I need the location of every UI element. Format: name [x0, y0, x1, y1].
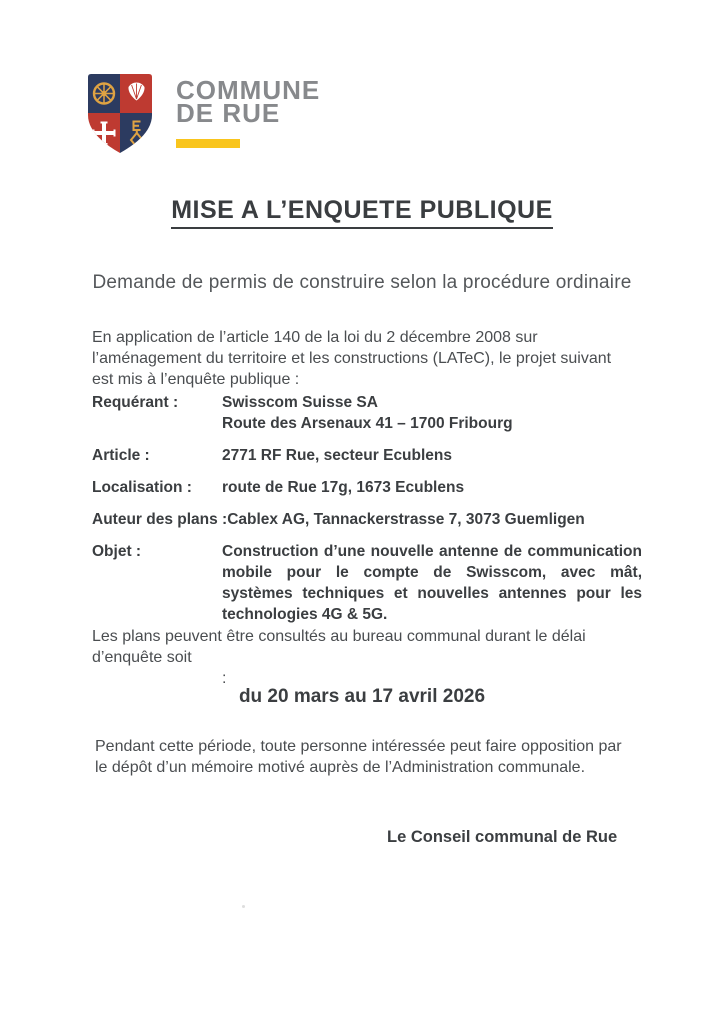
detail-label: Article :: [92, 447, 150, 464]
enquiry-period: du 20 mars au 17 avril 2026: [238, 686, 486, 707]
detail-value: [222, 541, 642, 625]
intro-paragraph: En application de l’article 140 de la loi du 2 décembre 2008 sur l’aménagement du territoire et les constructions (LATeC), le projet suivant est mis à l’enquête publique :: [92, 329, 612, 388]
accent-bar: [176, 139, 240, 148]
detail-label: Localisation :: [92, 479, 192, 496]
detail-row-localisation: [92, 477, 642, 498]
detail-value-line: route de Rue 17g, 1673 Ecublens: [222, 479, 465, 496]
detail-value-line: 2771 RF Rue, secteur Ecublens: [222, 447, 453, 464]
detail-label: Requérant :: [92, 394, 179, 411]
detail-value-line: Cablex AG, Tannackerstrasse 7, 3073 Guemligen: [227, 511, 585, 528]
consultation-paragraph: [92, 626, 652, 689]
detail-value: [222, 477, 642, 498]
detail-value-line: Route des Arsenaux 41 – 1700 Fribourg: [222, 415, 513, 432]
detail-value: [222, 392, 642, 434]
detail-value-line: Swisscom Suisse SA: [222, 394, 378, 411]
detail-label: Auteur des plans :: [92, 511, 228, 528]
detail-value: [227, 509, 642, 530]
opposition-paragraph: Pendant cette période, toute personne intéressée peut faire opposition par le dépôt d’un mémoire motivé auprès de l’Administration communale.: [95, 738, 622, 776]
detail-value: [222, 445, 642, 466]
consultation-colon: :: [222, 670, 227, 687]
commune-wordmark: [176, 73, 320, 154]
page-title-text: MISE A L’ENQUETE PUBLIQUE: [171, 196, 553, 229]
wordmark-line-1: COMMUNE: [176, 75, 321, 105]
coat-of-arms-shield-icon: [87, 73, 153, 154]
detail-row-objet: [92, 541, 642, 625]
subtitle: Demande de permis de construire selon la procédure ordinaire: [92, 272, 632, 293]
commune-logo: [87, 73, 320, 154]
detail-value-line: Construction d’une nouvelle antenne de communication mobile pour le compte de Swisscom, avec mât, systèmes techniques et nouvelles antennes pour les technologies 4G & 5G.: [222, 543, 642, 623]
detail-row-auteur-des-plans: [92, 509, 642, 530]
scan-speck: [242, 905, 245, 908]
page-title: [0, 196, 724, 225]
details-table: [92, 392, 642, 636]
signature-line: Le Conseil communal de Rue: [387, 828, 618, 846]
consultation-text: Les plans peuvent être consultés au bureau communal durant le délai d’enquête soit: [92, 628, 586, 666]
detail-label: Objet :: [92, 543, 142, 560]
detail-row-article: [92, 445, 642, 466]
detail-row-requerant: [92, 392, 642, 434]
wordmark-line-2: DE RUE: [176, 98, 281, 128]
